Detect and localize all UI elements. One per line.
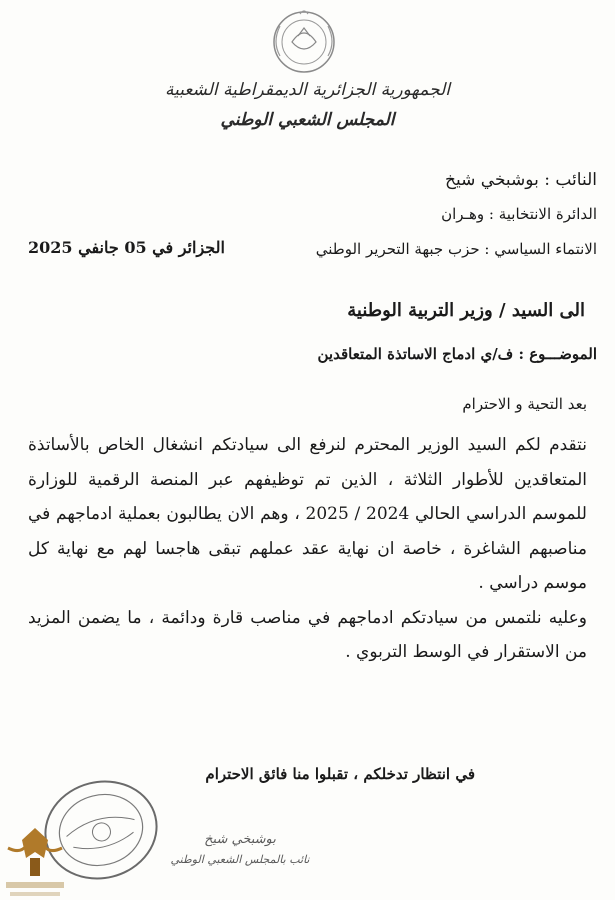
- greeting: بعد التحية و الاحترام: [462, 395, 587, 413]
- algeria-emblem-icon: [262, 6, 346, 78]
- signature-title: نائب بالمجلس الشعبي الوطني: [170, 853, 310, 866]
- signature-block: [170, 832, 310, 866]
- body-paragraph-1: نتقدم لكم السيد الوزير المحترم لنرفع الى سيادتكم انشغال الخاص بالأساتذة المتعاقدين للأطوار الثلاثة ، الذين تم توظيفهم عبر المنصة الرقمية للوزارة للموسم الدراسي الحالي 2024 / 2025 ، وهم الان يطالبون بعملية ادماجهم في مناصبهم الشاغرة ، خاصة ان نهاية عقد عملهم تبقى هاجسا لهم مع نهاية كل موسم دراسي .: [28, 435, 587, 593]
- political-affiliation: الانتماء السياسي : حزب جبهة التحرير الوطني: [315, 240, 597, 258]
- forum-logo-watermark-icon: [0, 818, 70, 900]
- electoral-district: الدائرة الانتخابية : وهـران: [441, 205, 597, 223]
- deputy-name: النائب : بوشبخي شيخ: [445, 170, 597, 190]
- letter-body: [28, 428, 587, 670]
- closing-line: في انتظار تدخلكم ، تقبلوا منا فائق الاحترام: [205, 765, 475, 783]
- date-line: الجزائر في 05 جانفي 2025: [28, 238, 225, 257]
- subject-line: الموضـــوع : ف/ي ادماج الاساتذة المتعاقدين: [317, 345, 597, 363]
- recipient: الى السيد / وزير التربية الوطنية: [347, 300, 585, 321]
- assembly-header: المجلس الشعبي الوطني: [220, 110, 395, 130]
- signature-name: بوشبخي شيخ: [204, 832, 276, 847]
- body-paragraph-2: وعليه نلتمس من سيادتكم ادماجهم في مناصب قارة ودائمة ، ما يضمن المزيد من الاستقرار في الوسط التربوي .: [28, 607, 587, 662]
- republic-header: الجمهورية الجزائرية الديمقراطية الشعبية: [164, 80, 451, 100]
